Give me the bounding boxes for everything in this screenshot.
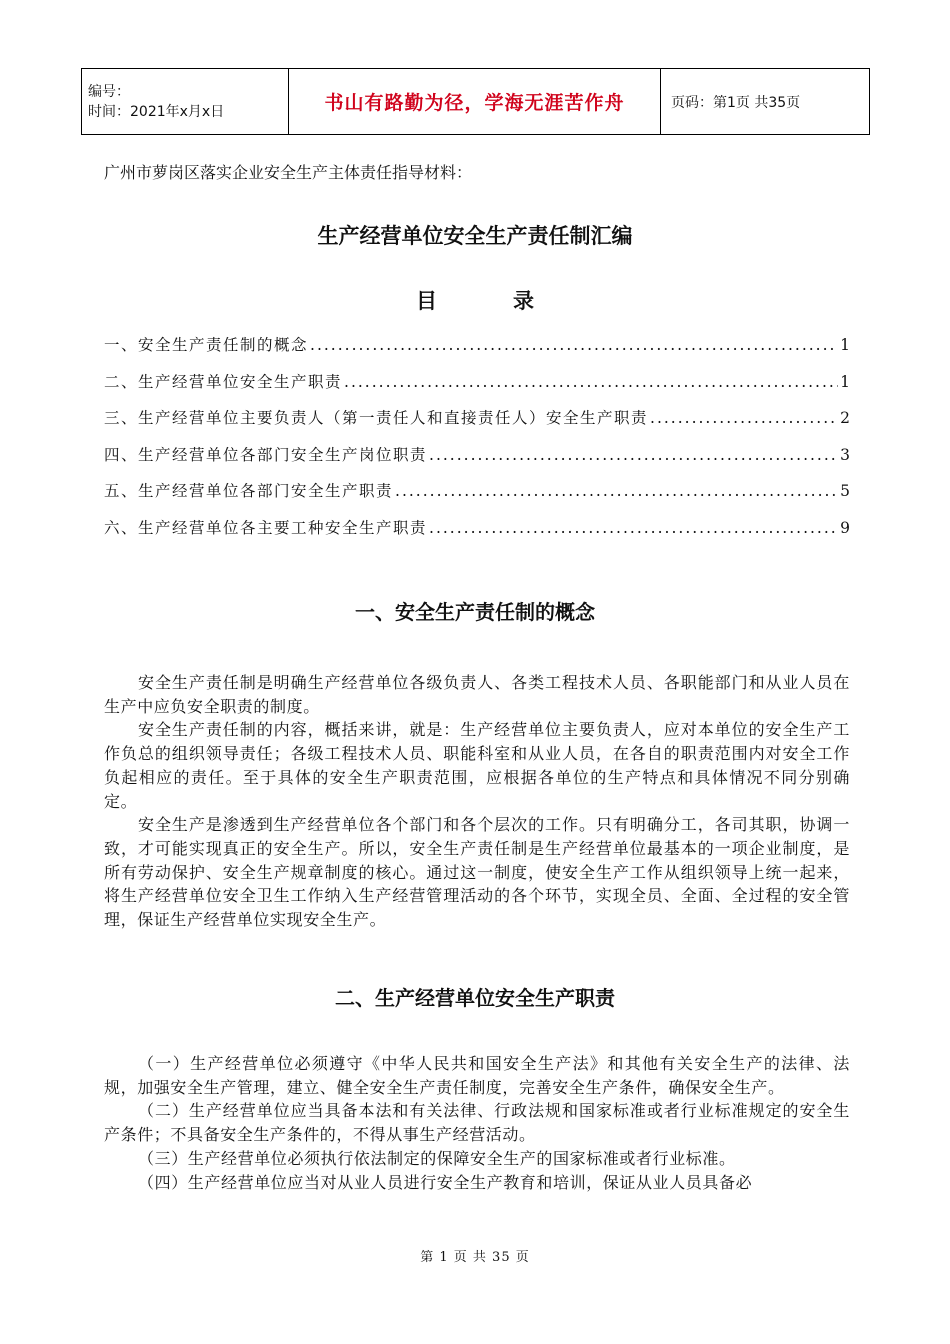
toc-entry-title: 六、生产经营单位各主要工种安全生产职责 [104,518,428,537]
header-meta-cell [82,69,289,135]
toc-entry-title: 五、生产经营单位各部门安全生产职责 [104,482,394,500]
section-1-title: 一、安全生产责任制的概念 [355,600,595,624]
paragraph: （二）生产经营单位应当具备本法和有关法律、行政法规和国家标准或者行业标准规定的安全生产条件；不具备安全生产条件的，不得从事生产经营活动。 [104,1101,850,1145]
toc-entry-page: 1 [840,372,850,391]
toc-leader-dots [429,446,838,464]
toc-leader-dots [344,373,838,391]
paragraph: （一）生产经营单位必须遵守《中华人民共和国安全生产法》和其他有关安全生产的法律、法规，加强安全生产管理，建立、健全安全生产责任制度，完善安全生产条件，确保安全生产。 [104,1054,850,1097]
header-table [81,68,870,135]
toc-entry-title: 一、安全生产责任制的概念 [104,336,309,354]
time-label: 时间：2021年x月x日 [88,103,225,120]
paragraph: 安全生产是渗透到生产经营单位各个部门和各个层次的工作。只有明确分工，各司其职，协调一致，才可能实现真正的安全生产。所以，安全生产责任制是生产经营单位最基本的一项企业制度，是所有劳动保护、安全生产规章制度的核心。通过这一制度，使安全生产工作从组织领导上统一起来，将生产经营单位安全卫生工作纳入生产经营管理活动的各个环节，实现全员、全面、全过程的安全管理，保证生产经营单位实现安全生产。 [104,815,850,930]
paragraph: （四）生产经营单位应当对从业人员进行安全生产教育和培训，保证从业人员具备必 [138,1172,753,1192]
paragraph: （三）生产经营单位必须执行依法制定的保障安全生产的国家标准或者行业标准。 [138,1148,736,1168]
toc-entry-page: 9 [840,518,850,537]
toc-leader-dots [395,482,838,500]
toc-leader-dots [310,336,838,354]
toc-entry-title: 四、生产经营单位各部门安全生产岗位职责 [104,445,428,464]
section-2-title: 二、生产经营单位安全生产职责 [335,986,615,1010]
toc-entry-page: 1 [840,336,850,354]
document-title: 生产经营单位安全生产责任制汇编 [317,224,633,248]
toc-entry[interactable] [104,406,850,443]
toc-entry[interactable] [104,479,850,516]
page-info: 页码：第1页 共35页 [671,94,801,111]
header-motto-cell [289,69,661,135]
paragraph: 安全生产责任制是明确生产经营单位各级负责人、各类工程技术人员、各职能部门和从业人员在生产中应负安全职责的制度。 [104,673,850,716]
header-page-cell [661,69,870,135]
toc-heading: 目录 [416,289,610,313]
page-footer: 第 1 页 共 35 页 [420,1250,530,1265]
section-2-body [104,1052,850,1194]
pre-title: 广州市萝岗区落实企业安全生产主体责任指导材料： [104,163,473,182]
section-1-body [104,671,850,932]
toc-entry-page: 2 [840,409,850,427]
toc-entry-title: 二、生产经营单位安全生产职责 [104,372,343,391]
toc-leader-dots [429,519,838,537]
toc-entry-title: 三、生产经营单位主要负责人（第一责任人和直接责任人）安全生产职责 [104,409,649,427]
toc-entry[interactable] [104,516,850,553]
toc-entry-page: 3 [840,445,850,464]
motto-text: 书山有路勤为径，学海无涯苦作舟 [324,92,625,114]
toc-entry[interactable] [104,370,850,407]
number-label: 编号： [88,83,130,100]
toc-entry-page: 5 [840,482,850,500]
table-of-contents [104,333,850,552]
toc-entry[interactable] [104,333,850,370]
toc-leader-dots [650,409,838,427]
paragraph: 安全生产责任制的内容，概括来讲，就是：生产经营单位主要负责人，应对本单位的安全生产工作负总的组织领导责任；各级工程技术人员、职能科室和从业人员，在各自的职责范围内对安全工作负起相应的责任。至于具体的安全生产职责范围，应根据各单位的生产特点和具体情况不同分别确定。 [104,720,850,811]
toc-entry[interactable] [104,443,850,480]
